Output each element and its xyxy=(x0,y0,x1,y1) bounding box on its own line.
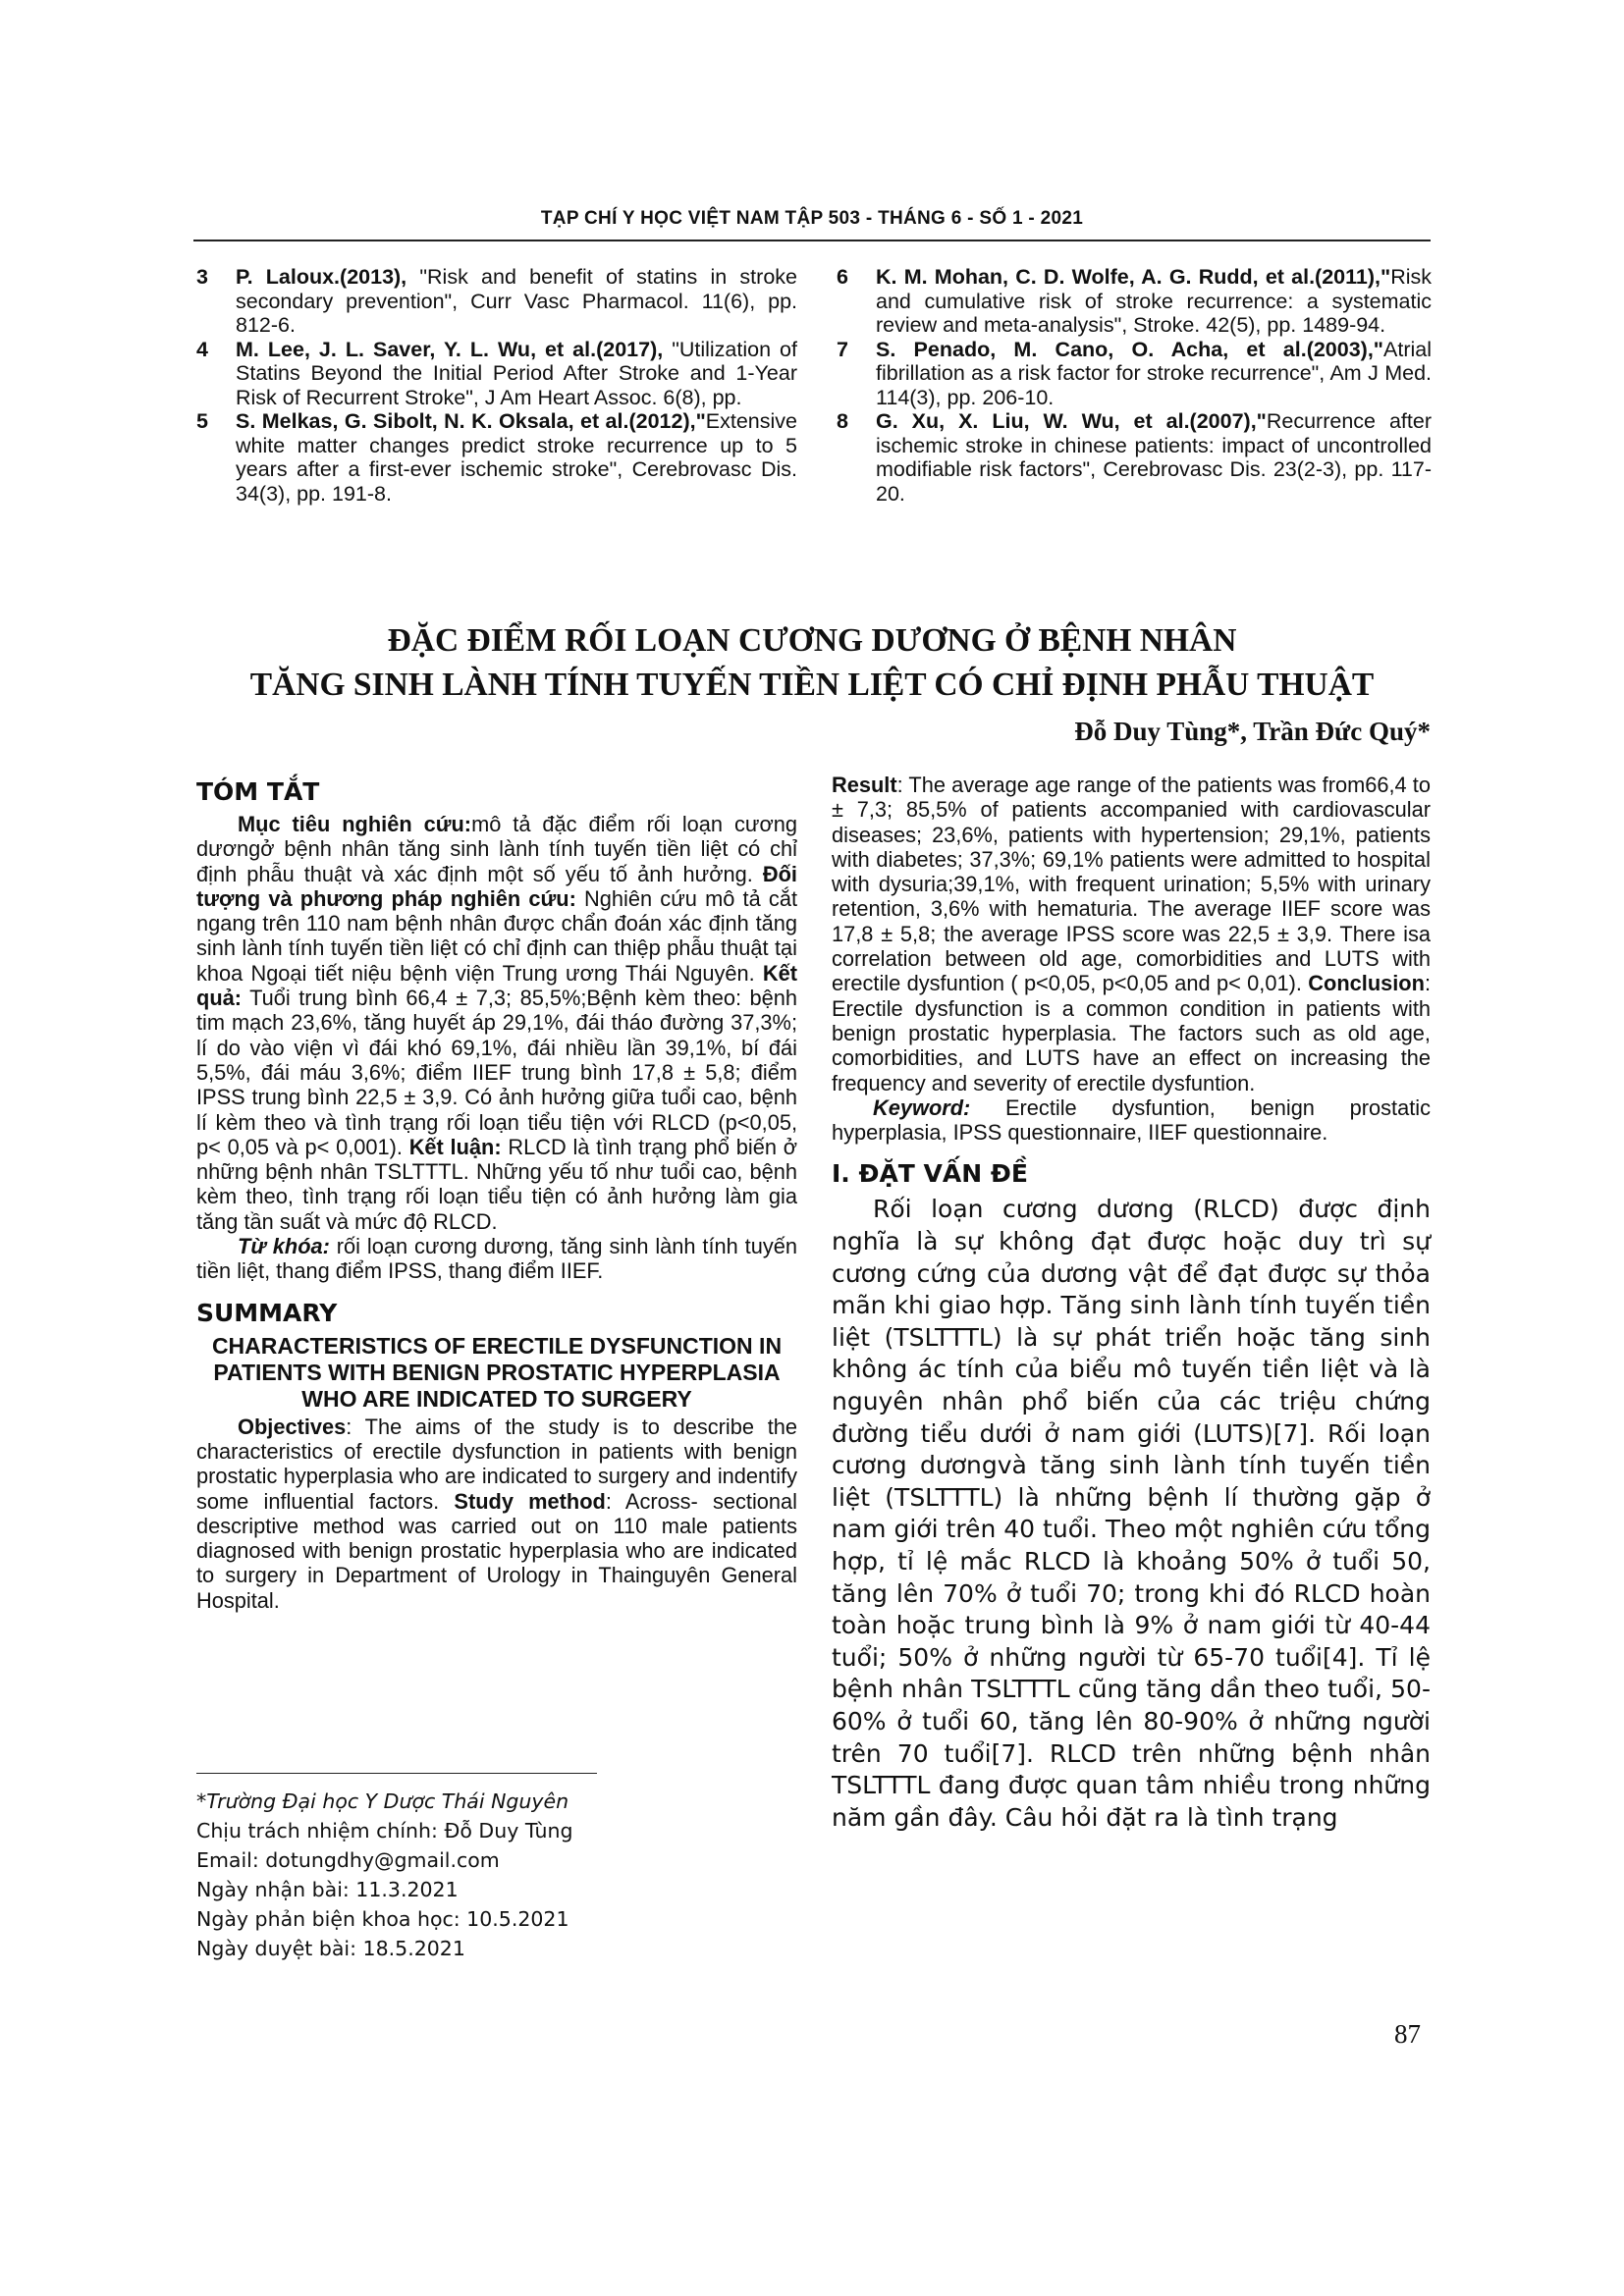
keyword-label: Từ khóa: xyxy=(238,1234,330,1259)
summary-objective-label: Objectives xyxy=(238,1414,347,1439)
article-title xyxy=(193,618,1431,707)
summary-title: CHARACTERISTICS OF ERECTILE DYSFUNCTION IN PATIENTS WITH BENIGN PROSTATIC HYPERPLASIA WHO ARE INDICATED TO SURGERY xyxy=(211,1332,783,1412)
reference-item xyxy=(196,409,797,506)
summary-conclusion-label: Conclusion xyxy=(1308,971,1425,996)
journal-header: TẠP CHÍ Y HỌC VIỆT NAM TẬP 503 - THÁNG 6 - SỐ 1 - 2021 xyxy=(540,208,1084,229)
reference-item xyxy=(196,338,797,410)
reference-authors: K. M. Mohan, C. D. Wolfe, A. G. Rudd, et al.(2011)," xyxy=(876,265,1391,289)
references-right xyxy=(837,265,1432,506)
reference-text: "Utilization of Statins Beyond the Initial Period After Stroke and 1-Year Risk of Recurrent Stroke", J Am Heart Assoc. 6(8), pp. xyxy=(236,337,797,409)
reference-text: "Risk and benefit of statins in stroke secondary prevention", Curr Vasc Pharmacol. 11(6), pp. 812-6. xyxy=(236,265,797,337)
summary-objective-text: : The aims of the study is to describe the characteristics of erectile dysfunction in patients with benign prostatic hyperplasia who are indicated to surgery and indentify some influential factors. xyxy=(196,1414,797,1514)
right-column xyxy=(832,773,1431,1834)
footnote-affiliation: *Trường Đại học Y Dược Thái Nguyên xyxy=(196,1789,569,1813)
summary-heading: SUMMARY xyxy=(196,1298,338,1327)
reference-authors: P. Laloux.(2013), xyxy=(236,265,407,289)
footnote-received: Ngày nhận bài: 11.3.2021 xyxy=(196,1878,459,1901)
introduction-heading: I. ĐẶT VẤN ĐỀ xyxy=(832,1159,1028,1189)
result-label: Kết quả: xyxy=(196,960,797,1011)
keywords-en xyxy=(832,1095,1431,1146)
keyword-text: rối loạn cương dương, tăng sinh lành tính tuyến tiền liệt, thang điểm IPSS, thang điểm IIEF. xyxy=(196,1234,797,1284)
reference-number: 7 xyxy=(837,337,848,361)
summary-method-label: Study method xyxy=(454,1488,606,1514)
reference-number: 3 xyxy=(196,265,208,289)
reference-authors: S. Melkas, G. Sibolt, N. K. Oksala, et al.(2012)," xyxy=(236,409,706,433)
reference-authors: M. Lee, J. L. Saver, Y. L. Wu, et al.(2017), xyxy=(236,337,664,361)
conclusion-label: Kết luận: xyxy=(408,1134,502,1159)
reference-text: Extensive white matter changes predict stroke recurrence up to 5 years after a first-ever ischemic stroke", Cerebrovasc Dis. 34(3), pp. 191-8. xyxy=(236,409,797,506)
conclusion-text: RLCD là tình trạng phổ biến ở những bệnh nhân TSLTTTL. Những yếu tố như tuổi cao, bệnh kèm theo, tình trạng rối loạn tiểu tiện có ảnh hưởng làm gia tăng tần suất và mức độ RLCD. xyxy=(196,1134,797,1234)
reference-number: 4 xyxy=(196,337,208,361)
introduction-text: Rối loạn cương dương (RLCD) được định nghĩa là sự không đạt được hoặc duy trì sự cương cứng của dương vật để đạt được sự thỏa mãn khi giao hợp. Tăng sinh lành tính tuyến tiền liệt (TSLTTTL) là sự phát triển hoặc tăng sinh không ác tính của biểu mô tuyến tiền liệt và là nguyên nhân phổ biến của các triệu chứng đường tiểu dưới ở nam giới (LUTS)[7]. Rối loạn cương dươngvà tăng sinh lành tính tuyến tiền liệt (TSLTTTL) là những bệnh lí thường gặp ở nam giới trên 40 tuổi. Theo một nghiên cứu tổng hợp, tỉ lệ mắc RLCD là khoảng 50% ở tuổi 50, tăng lên 70% ở tuổi 70; trong khi đó RLCD hoàn toàn hoặc trung bình là 9% ở nam giới từ 40-44 tuổi; 50% ở những người từ 65-70 tuổi[4]. Tỉ lệ bệnh nhân TSLTTTL cũng tăng dần theo tuổi, 50-60% ở tuổi 60, tăng lên 80-90% ở những người trên 70 tuổi[7]. RLCD trên những bệnh nhân TSLTTTL đang được quan tâm nhiều trong những năm gần đây. Câu hỏi đặt ra là tình trạng xyxy=(832,1195,1431,1832)
reference-text: Recurrence after ischemic stroke in chinese patients: impact of uncontrolled modifiable risk factors", Cerebrovasc Dis. 23(2-3), pp. 117-20. xyxy=(876,409,1432,506)
abstract-vi-heading: TÓM TẮT xyxy=(196,777,320,806)
reference-number: 6 xyxy=(837,265,848,289)
left-column xyxy=(196,773,797,1613)
footnote-reviewed: Ngày phản biện khoa học: 10.5.2021 xyxy=(196,1907,569,1931)
page-number: 87 xyxy=(1394,2019,1421,2049)
reference-item xyxy=(837,265,1432,338)
article-title-line-1: ĐẶC ĐIỂM RỐI LOẠN CƯƠNG DƯƠNG Ở BỆNH NHÂN xyxy=(387,622,1237,659)
summary-result-text: : The average age range of the patients was from66,4 to ± 7,3; 85,5% of patients accompanied with cardiovascular diseases; 23,6%, patients with hypertension; 29,1%, patients with diabetes; 37,3%; 69,1% patients were admitted to hospital with dysuria;39,1%, with frequent urination; 5,5% with urinary retention, 3,6% with hematuria. The average IIEF score was 17,8 ± 5,8; the average IPSS score was 22,5 ± 3,9. There isa correlation between old age, comorbidities and LUTS with erectile dysfuntion ( p<0,05, p<0,05 and p< 0,01). xyxy=(832,773,1431,996)
reference-authors: S. Penado, M. Cano, O. Acha, et al.(2003)," xyxy=(876,337,1384,361)
footnote-responsible: Chịu trách nhiệm chính: Đỗ Duy Tùng xyxy=(196,1819,573,1842)
result-text: Tuổi trung bình 66,4 ± 7,3; 85,5%;Bệnh kèm theo: bệnh tim mạch 23,6%, tăng huyết áp 29,1%, đái tháo đường 37,3%; lí do vào viện vì đái khó 69,1%, đái nhiều lần 39,1%, bí đái 5,5%, đái máu 3,6%; điểm IIEF trung bình 17,8 ± 5,8; điểm IPSS trung bình 22,5 ± 3,9. Có ảnh hưởng giữa tuổi cao, bệnh lí kèm theo và tình trạng rối loạn tiểu tiện với RLCD (p<0,05, p< 0,05 và p< 0,001). xyxy=(196,986,797,1159)
summary-conclusion-text: : Erectile dysfunction is a common condition in patients with benign prostatic hyperplasia. The factors such as old age, comorbidities, and LUTS have an effect on increasing the frequency and severity of erectile dysfuntion. xyxy=(832,971,1431,1095)
reference-item xyxy=(196,265,797,338)
reference-authors: G. Xu, X. Liu, W. Wu, et al.(2007)," xyxy=(876,409,1267,433)
footnote-rule xyxy=(196,1773,597,1774)
objective-text: mô tả đặc điểm rối loạn cương dươngở bệnh nhân tăng sinh lành tính tuyến tiền liệt có chỉ định phẫu thuật và xác định một số yếu tố ảnh hưởng. xyxy=(196,812,797,886)
summary-result-label: Result xyxy=(832,773,897,797)
footnote-accepted: Ngày duyệt bài: 18.5.2021 xyxy=(196,1937,465,1960)
reference-text: Atrial fibrillation as a risk factor for stroke recurrence", Am J Med. 114(3), pp. 206-10. xyxy=(876,337,1432,409)
footnote-email: Email: dotungdhy@gmail.com xyxy=(196,1848,500,1872)
authors: Đỗ Duy Tùng*, Trần Đức Quý* xyxy=(1074,717,1431,746)
reference-item xyxy=(837,338,1432,410)
method-text: Nghiên cứu mô tả cắt ngang trên 110 nam bệnh nhân được chẩn đoán xác định tăng sinh lành tính tuyến tiền liệt có chỉ định can thiệp phẫu thuật tại khoa Ngoại tiết niệu bệnh viện Trung ương Thái Nguyên. xyxy=(196,885,797,986)
abstract-vi-body xyxy=(196,812,797,1234)
method-label: Đối tượng và phương pháp nghiên cứu: xyxy=(196,861,797,911)
reference-text: Risk and cumulative risk of stroke recurrence: a systematic review and meta-analysis", Stroke. 42(5), pp. 1489-94. xyxy=(876,265,1432,337)
article-title-line-2: TĂNG SINH LÀNH TÍNH TUYẾN TIỀN LIỆT CÓ CHỈ ĐỊNH PHẪU THUẬT xyxy=(249,667,1375,703)
footnote xyxy=(196,1787,805,1963)
summary-body-continued xyxy=(832,773,1431,1095)
reference-number: 5 xyxy=(196,409,208,433)
header-rule xyxy=(193,240,1431,241)
reference-item xyxy=(837,409,1432,506)
summary-body-start xyxy=(196,1415,797,1613)
summary-method-text: : Across- sectional descriptive method was carried out on 110 male patients diagnosed with benign prostatic hyperplasia who are indicated to surgery in Department of Urology in Thainguyên General Hospital. xyxy=(196,1488,798,1613)
reference-number: 8 xyxy=(837,409,848,433)
keywords-vi xyxy=(196,1234,797,1284)
references-left xyxy=(196,265,797,506)
objective-label: Mục tiêu nghiên cứu: xyxy=(238,812,472,836)
summary-keyword-label: Keyword: xyxy=(873,1095,971,1120)
summary-keyword-text: Erectile dysfuntion, benign prostatic hyperplasia, IPSS questionnaire, IIEF questionnaire. xyxy=(832,1095,1431,1146)
